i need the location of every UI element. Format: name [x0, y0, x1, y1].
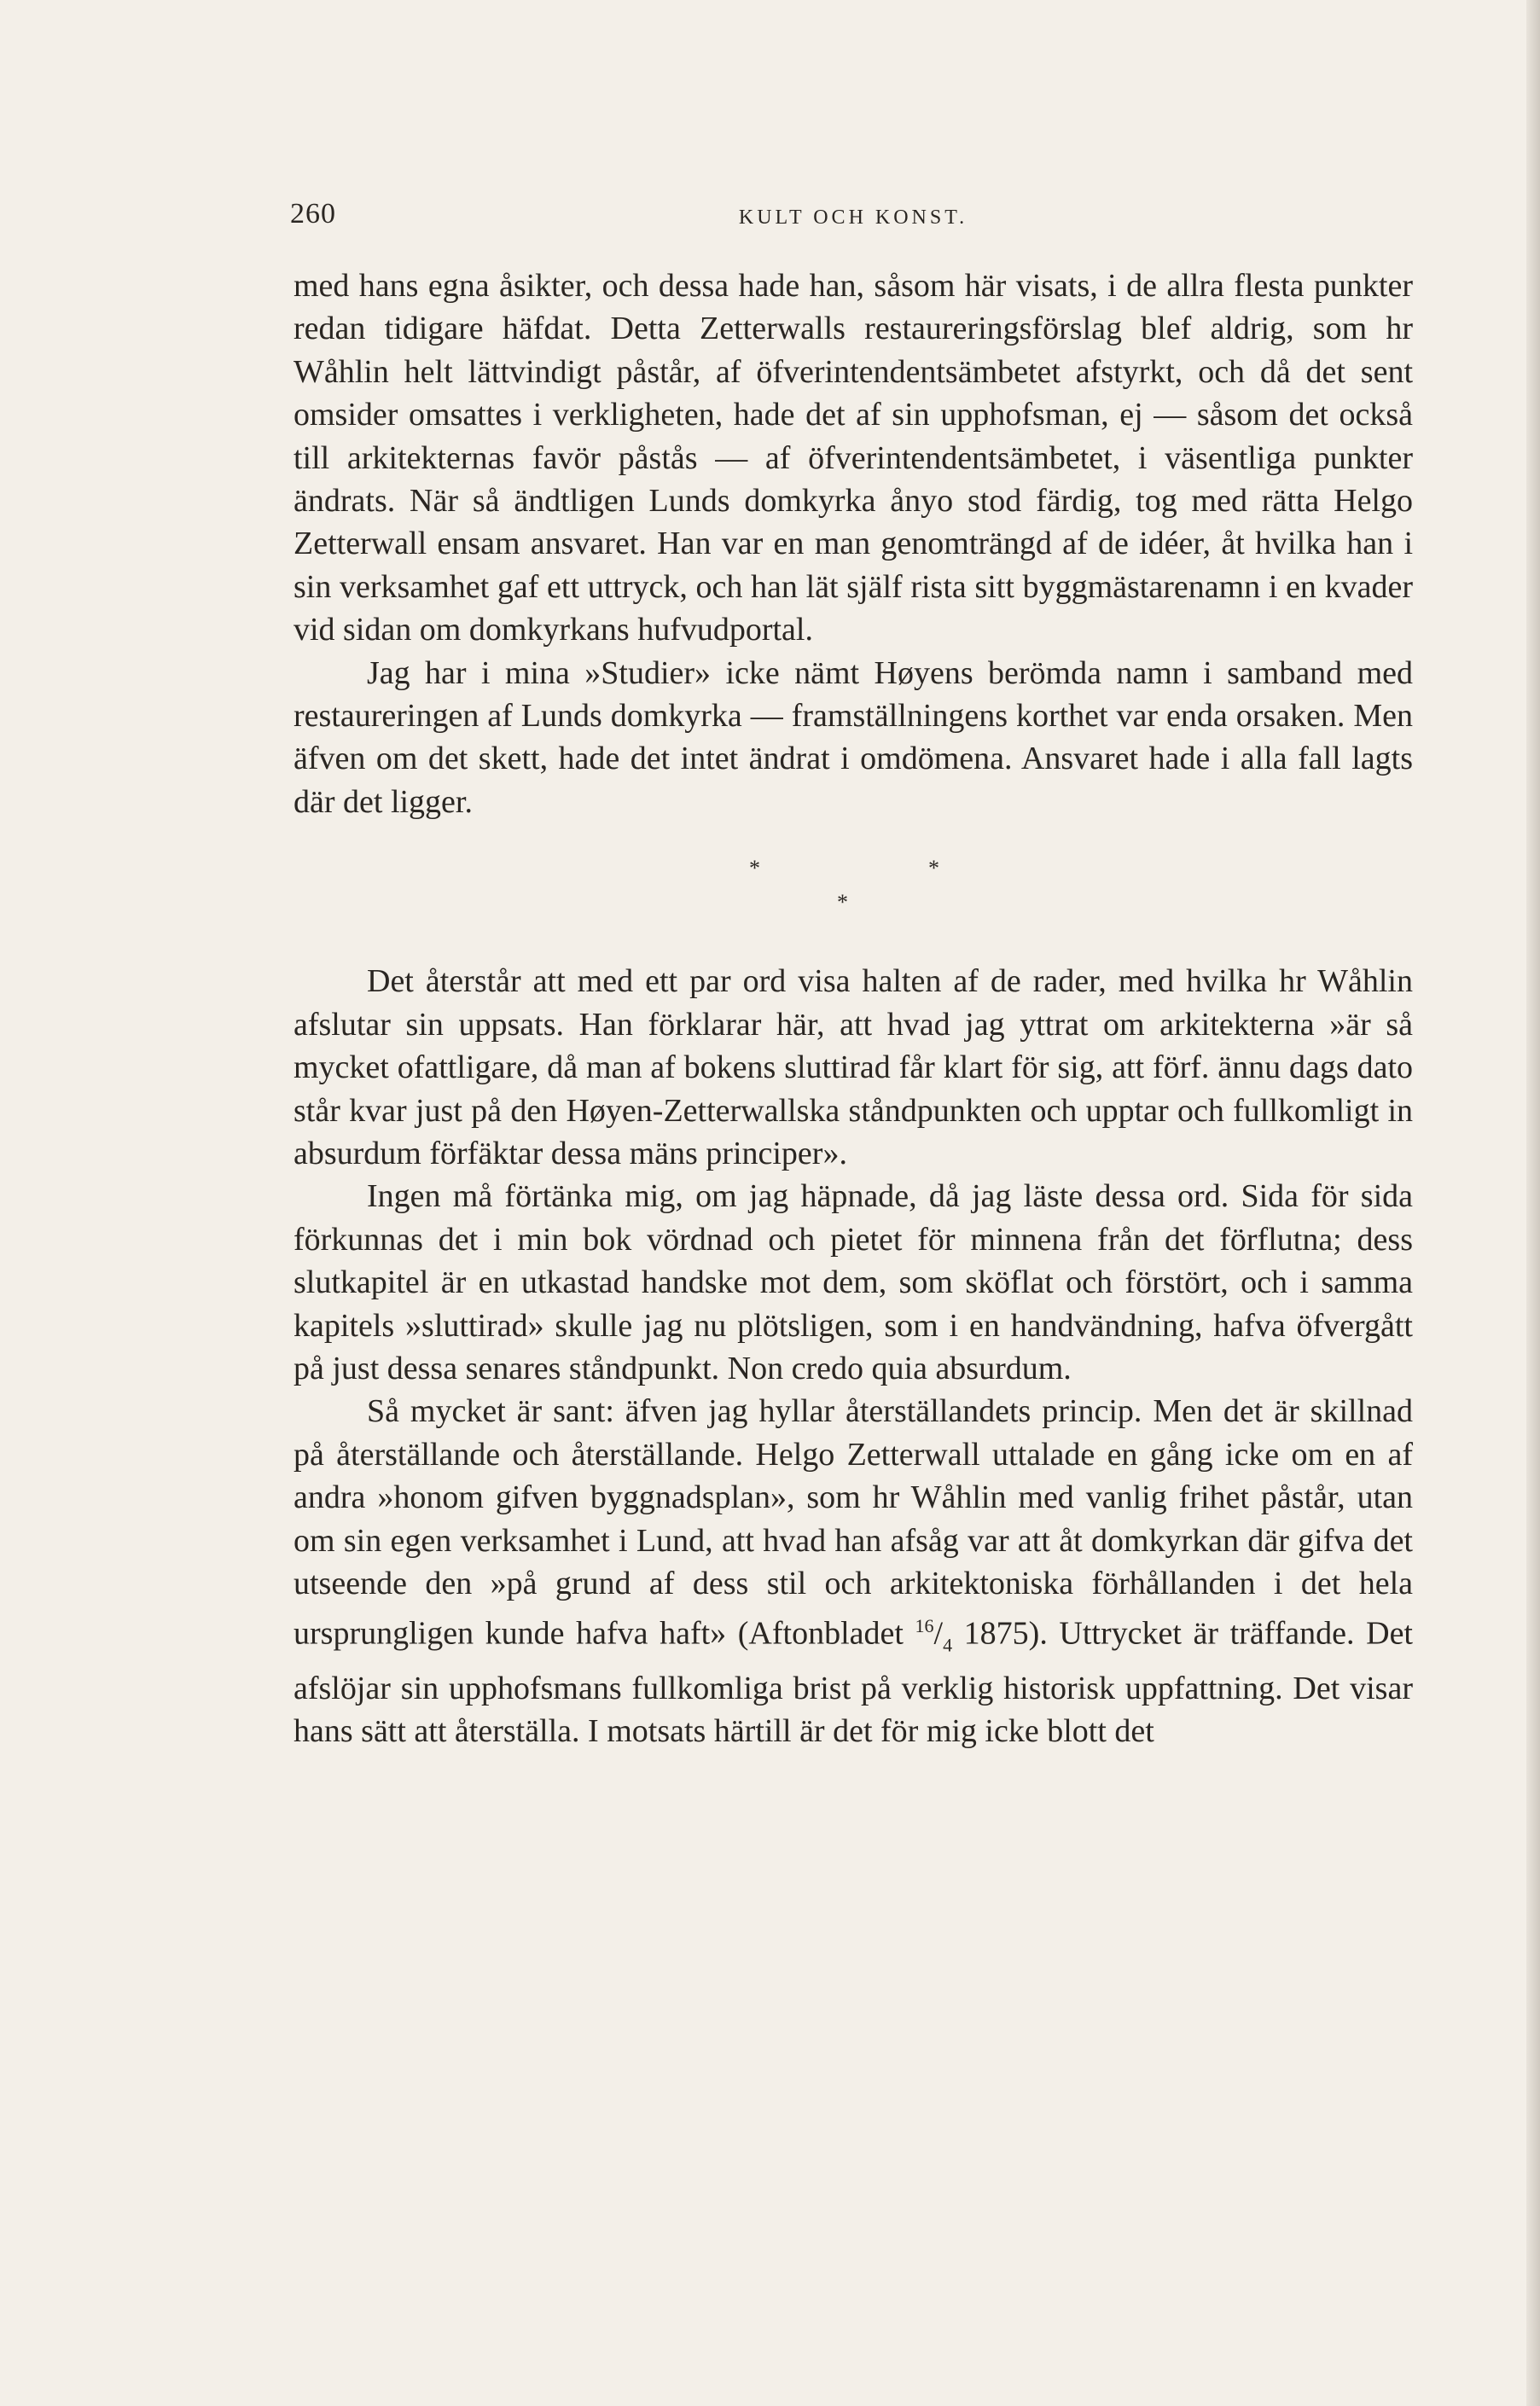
date-day: 16 — [915, 1615, 934, 1637]
paragraph-5-text-after: 1875). Uttrycket är träffande. Det afslöjar sin upphofsmans fullkomliga brist på verklig historisk uppfattning. Det visar hans sätt att återställa. I motsats härtill är det för mig icke blott det — [293, 1616, 1413, 1750]
body-text — [293, 264, 1413, 1753]
date-month: 4 — [943, 1634, 953, 1656]
section-break-asterism — [293, 823, 1413, 943]
asterism-star-right: * — [928, 856, 939, 881]
paragraph-2: Jag har i mina »Studier» icke nämt Høyens berömda namn i samband med restaureringen af Lunds domkyrka — framställningens korthet var enda orsaken. Men äfven om det skett, hade det intet ändrat i omdömena. Ansvaret hade i alla fall lagts där det ligger. — [293, 654, 1413, 820]
paragraph-3: Det återstår att med ett par ord visa halten af de rader, med hvilka hr Wåhlin afslutar sin uppsats. Han förklarar här, att hvad jag yttrat om arkitekterna »är så mycket ofattligare, då man af bokens sluttirad får klart för sig, att förf. ännu dags dato står kvar just på den Høyen-Zetterwallska ståndpunkten och upptar och fullkomligt in absurdum förfäktar dessa mäns principer». — [293, 963, 1413, 1171]
asterism-star-bottom: * — [837, 890, 848, 915]
paragraph-1: med hans egna åsikter, och dessa hade han, såsom här visats, i de allra flesta punkter redan tidigare häfdat. Detta Zetterwalls restaureringsförslag blef aldrig, som hr Wåhlin helt lättvindigt påstår, af öfverintendentsämbetet afstyrkt, och då det sent omsider omsattes i verkligheten, hade det af sin upphofsman, ej — såsom det också till arkitekternas favör påstås — af öfverintendentsämbetet, i väsentliga punkter ändrats. När så ändtligen Lunds domkyrka ånyo stod färdig, tog med rätta Helgo Zetterwall ensam ansvaret. Han var en man genomträngd af de idéer, åt hvilka han i sin verksamhet gaf ett uttryck, och han lät själf rista sitt byggmästarenamn i en kvader vid sidan om domkyrkans hufvudportal. — [293, 268, 1413, 648]
page-number: 260 — [290, 198, 336, 230]
paragraph-5: Så mycket är sant: äfven jag hyllar återställandets princip. Men det är skillnad på återställande och återställande. Helgo Zetterwall uttalade en gång icke om en af andra »honom gifven byggnadsplan», som hr Wåhlin med vanlig frihet påstår, utan om sin egen verksamhet i Lund, att hvad han afsåg var att åt domkyrkan där gifva det utseende den »på grund af dess stil och arkitektoniska förhållanden i det hela ursprungligen kunde hafva haft» (Aftonbladet $^{16}/_4$ 1875). Uttrycket är träffande. Det afslöjar sin upphofsmans fullkomliga brist på verklig historisk uppfattning. Det visar hans sätt att återställa. I motsats härtill är det för mig icke blott det — [293, 1393, 1413, 1750]
asterism-star-left: * — [749, 856, 760, 881]
section-gap — [293, 943, 1413, 960]
paragraph-5-text-before: Så mycket är sant: äfven jag hyllar återställandets princip. Men det är skillnad på återställande och återställande. Helgo Zetterwall uttalade en gång icke om en af andra »honom gifven byggnadsplan», som hr Wåhlin med vanlig frihet påstår, utan om sin egen verksamhet i Lund, att hvad han afsåg var att åt domkyrkan där gifva det utseende den »på grund af dess stil och arkitektoniska förhållanden i det hela ursprungligen kunde hafva haft» (Aftonbladet — [293, 1393, 1413, 1653]
page-edge-shadow — [1526, 0, 1540, 2406]
paragraph-4: Ingen må förtänka mig, om jag häpnade, då jag läste dessa ord. Sida för sida förkunnas det i min bok vördnad och pietet för minnena från det förflutna; dess slutkapitel är en utkastad handske mot dem, som sköflat och förstört, och i samma kapitels »sluttirad» skulle jag nu plötsligen, som i en handvändning, hafva öfvergått på just dessa senares ståndpunkt. Non credo quia absurdum. — [293, 1178, 1413, 1386]
running-title: KULT OCH KONST. — [738, 206, 968, 229]
page-header — [290, 198, 1416, 241]
